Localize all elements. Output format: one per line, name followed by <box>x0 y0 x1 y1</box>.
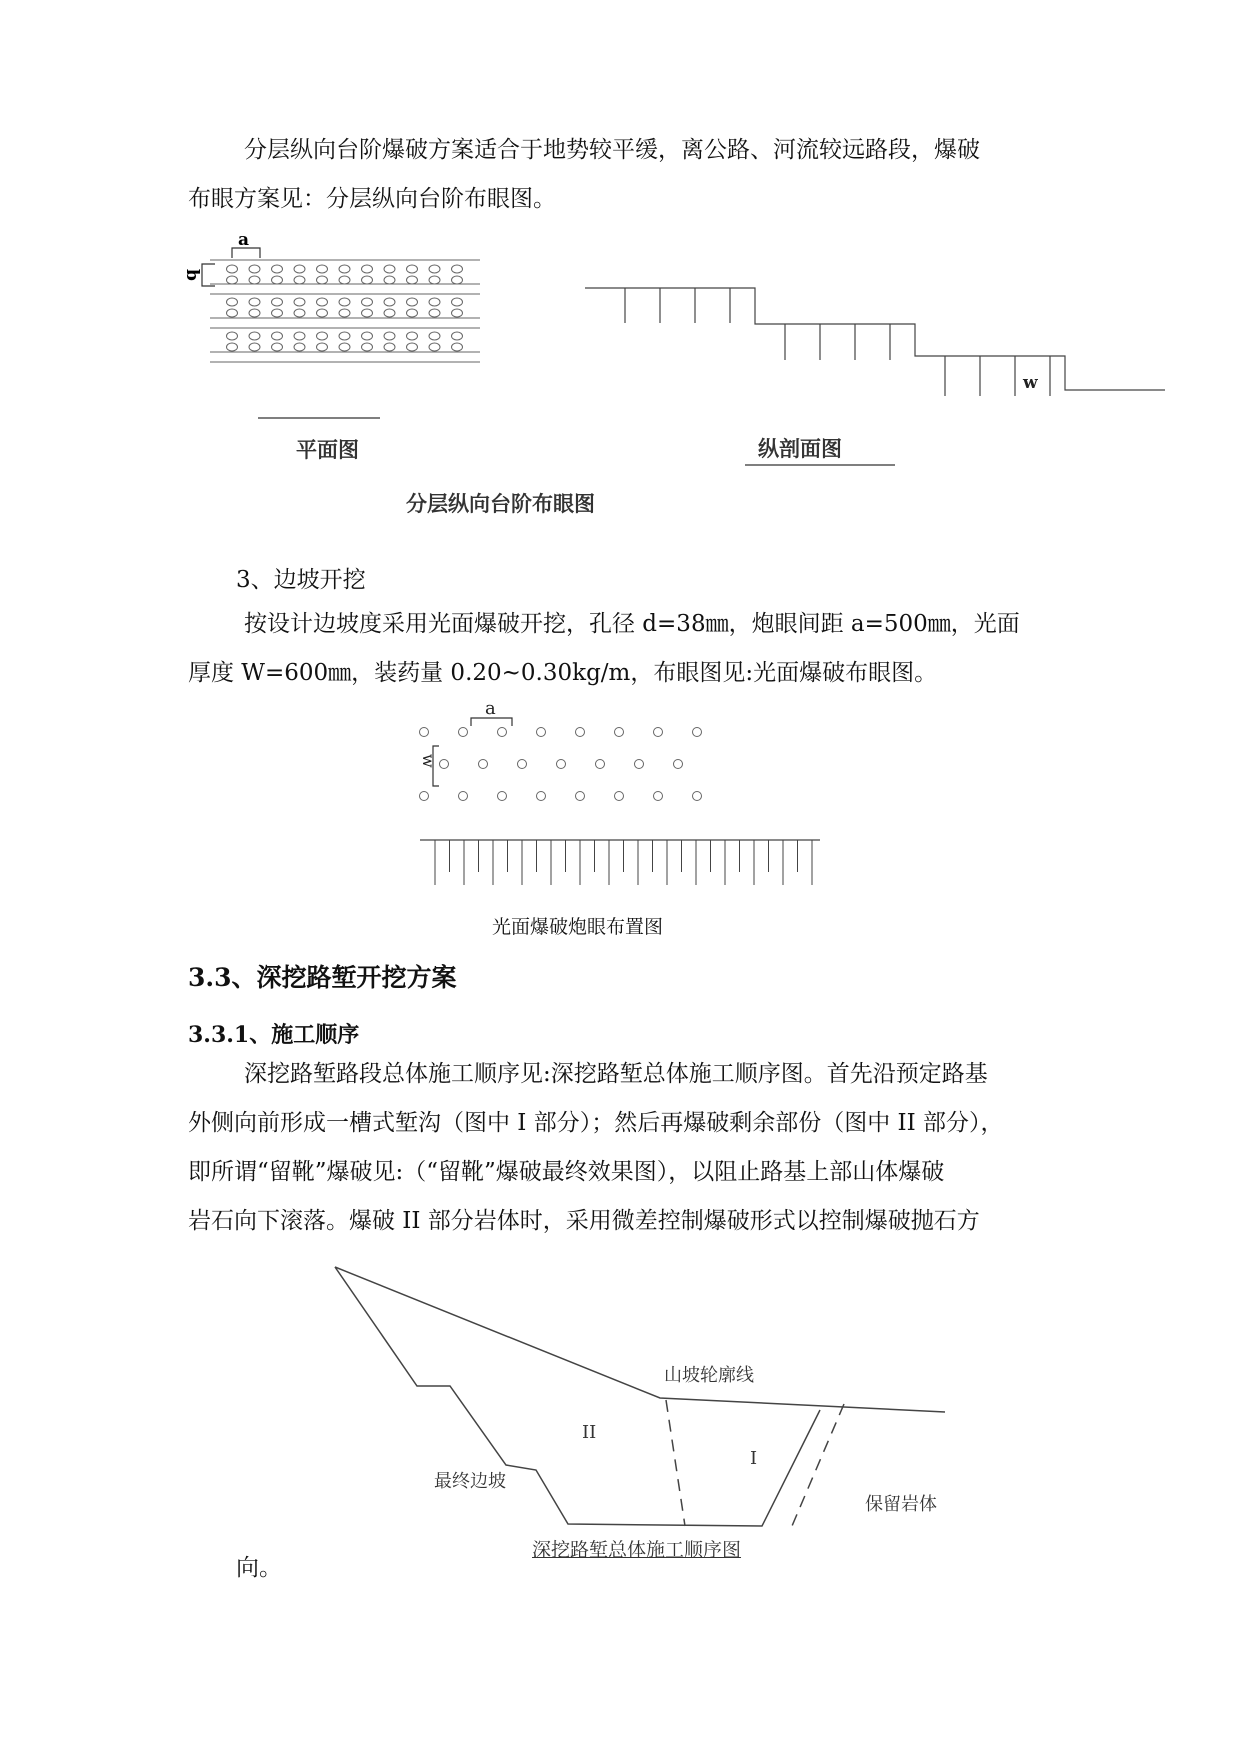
plan-borehole <box>227 298 238 306</box>
body-line-4: 岩石向下滚落。爆破 II 部分岩体时，采用微差控制爆破形式以控制爆破抛石方 <box>188 1208 980 1234</box>
plan-borehole <box>249 265 260 273</box>
plan-borehole <box>272 298 283 306</box>
label-final-slope: 最终边坡 <box>434 1471 506 1492</box>
plan-borehole <box>317 343 328 351</box>
plan-borehole <box>407 265 418 273</box>
plan-borehole <box>429 343 440 351</box>
label-part-ii: II <box>582 1422 597 1443</box>
plan-borehole <box>249 298 260 306</box>
label-retained-rock: 保留岩体 <box>865 1494 937 1515</box>
plan-borehole <box>384 265 395 273</box>
plan-borehole <box>227 276 238 284</box>
smooth-borehole <box>440 760 449 769</box>
plan-borehole <box>317 309 328 317</box>
plan-borehole <box>429 332 440 340</box>
slope-heading: 3、边坡开挖 <box>236 567 366 593</box>
plan-borehole <box>362 298 373 306</box>
plan-borehole <box>272 332 283 340</box>
smooth-borehole <box>674 760 683 769</box>
plan-borehole <box>452 309 463 317</box>
plan-borehole <box>272 265 283 273</box>
plan-borehole <box>407 343 418 351</box>
smooth-borehole <box>498 728 507 737</box>
label-slope-line: 山坡轮廓线 <box>664 1365 754 1386</box>
smooth-borehole <box>693 728 702 737</box>
plan-borehole <box>294 332 305 340</box>
plan-borehole <box>294 309 305 317</box>
plan-borehole <box>317 298 328 306</box>
plan-borehole <box>249 309 260 317</box>
plan-borehole <box>384 276 395 284</box>
smooth-label-w: w <box>419 754 438 768</box>
smooth-borehole <box>654 792 663 801</box>
smooth-borehole <box>615 792 624 801</box>
plan-borehole <box>249 332 260 340</box>
plan-borehole <box>407 309 418 317</box>
smooth-borehole <box>498 792 507 801</box>
smooth-borehole <box>537 728 546 737</box>
smooth-borehole <box>596 760 605 769</box>
smooth-borehole <box>615 728 624 737</box>
plan-borehole <box>362 343 373 351</box>
smooth-blasting-diagram <box>415 700 835 900</box>
smooth-borehole <box>420 728 429 737</box>
deep-cut-diagram <box>330 1262 950 1552</box>
intro-paragraph <box>188 126 1048 224</box>
smooth-borehole <box>693 792 702 801</box>
plan-borehole <box>452 332 463 340</box>
body-line-3: 即所谓“留靴”爆破见:（“留靴”爆破最终效果图），以阻止路基上部山体爆破 <box>188 1159 945 1185</box>
plan-borehole <box>227 332 238 340</box>
smooth-borehole <box>576 792 585 801</box>
plan-borehole <box>429 276 440 284</box>
plan-borehole <box>227 265 238 273</box>
section-3-3-1-title: 3.3.1、施工顺序 <box>188 1022 360 1048</box>
plan-borehole <box>362 276 373 284</box>
plan-borehole <box>452 265 463 273</box>
smooth-label-a: a <box>485 700 496 719</box>
deep-cut-caption: 深挖路堑总体施工顺序图 <box>532 1539 742 1561</box>
plan-borehole <box>407 332 418 340</box>
plan-borehole <box>339 332 350 340</box>
section-caption: 纵剖面图 <box>758 437 842 461</box>
slope-line-2: 厚度 W=600㎜，装药量 0.20~0.30kg/m，布眼图见:光面爆破布眼图。 <box>188 660 938 686</box>
slope-paragraph <box>188 600 1048 698</box>
plan-borehole <box>362 332 373 340</box>
section-view-diagram <box>585 278 1185 478</box>
plan-borehole <box>317 332 328 340</box>
plan-borehole <box>272 343 283 351</box>
section-3-3-title: 3.3、深挖路堑开挖方案 <box>188 963 457 992</box>
body-line-2: 外侧向前形成一槽式堑沟（图中 I 部分）；然后再爆破剩余部份（图中 II 部分）， <box>188 1110 1004 1136</box>
smooth-borehole <box>518 760 527 769</box>
body-tail: 向。 <box>236 1555 282 1581</box>
smooth-borehole <box>635 760 644 769</box>
plan-borehole <box>339 276 350 284</box>
plan-borehole <box>362 309 373 317</box>
plan-borehole <box>339 265 350 273</box>
plan-borehole <box>294 298 305 306</box>
plan-borehole <box>429 309 440 317</box>
plan-borehole <box>362 265 373 273</box>
plan-borehole <box>227 309 238 317</box>
plan-borehole <box>429 298 440 306</box>
plan-view-diagram <box>180 228 540 428</box>
plan-label-b: b <box>182 269 202 281</box>
plan-borehole <box>227 343 238 351</box>
plan-borehole <box>294 265 305 273</box>
plan-borehole <box>384 298 395 306</box>
plan-borehole <box>452 276 463 284</box>
plan-borehole <box>407 276 418 284</box>
plan-borehole <box>294 343 305 351</box>
intro-line-2: 布眼方案见：分层纵向台阶布眼图。 <box>188 186 556 212</box>
plan-label-a: a <box>238 230 250 250</box>
plan-borehole <box>249 343 260 351</box>
smooth-caption: 光面爆破炮眼布置图 <box>492 916 664 938</box>
section-label-w: w <box>1023 373 1038 393</box>
section-3-3-1-paragraph <box>188 1050 1044 1246</box>
plan-borehole <box>317 276 328 284</box>
plan-borehole <box>317 265 328 273</box>
figure1-title: 分层纵向台阶布眼图 <box>406 492 595 516</box>
plan-borehole <box>339 309 350 317</box>
plan-borehole <box>452 298 463 306</box>
plan-borehole <box>429 265 440 273</box>
smooth-borehole <box>557 760 566 769</box>
plan-borehole <box>272 276 283 284</box>
plan-borehole <box>272 309 283 317</box>
plan-borehole <box>294 276 305 284</box>
slope-line-1: 按设计边坡度采用光面爆破开挖，孔径 d=38㎜，炮眼间距 a=500㎜，光面 <box>244 611 1020 637</box>
smooth-borehole <box>479 760 488 769</box>
plan-borehole <box>384 332 395 340</box>
plan-borehole <box>452 343 463 351</box>
smooth-borehole <box>576 728 585 737</box>
smooth-borehole <box>420 792 429 801</box>
intro-line-1: 分层纵向台阶爆破方案适合于地势较平缓，离公路、河流较远路段，爆破 <box>244 137 980 163</box>
plan-borehole <box>384 343 395 351</box>
label-part-i: I <box>750 1448 758 1469</box>
plan-borehole <box>384 309 395 317</box>
plan-borehole <box>249 276 260 284</box>
plan-borehole <box>407 298 418 306</box>
plan-borehole <box>339 298 350 306</box>
smooth-borehole <box>537 792 546 801</box>
plan-caption: 平面图 <box>296 438 359 462</box>
plan-borehole <box>339 343 350 351</box>
smooth-borehole <box>459 728 468 737</box>
smooth-borehole <box>654 728 663 737</box>
body-line-1: 深挖路堑路段总体施工顺序见:深挖路堑总体施工顺序图。首先沿预定路基 <box>244 1061 988 1087</box>
smooth-borehole <box>459 792 468 801</box>
